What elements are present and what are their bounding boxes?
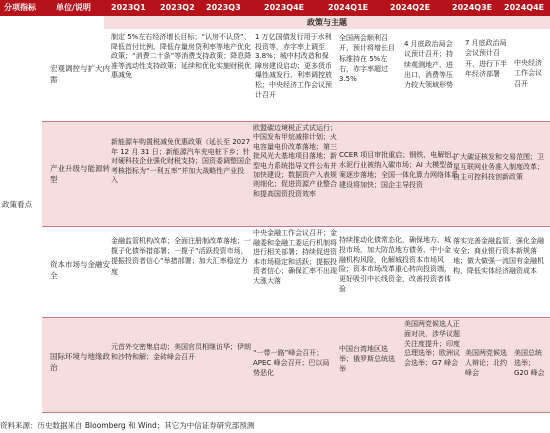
cell-2023q4e: 欧盟碳边境税正式试运行；中国发布甲烷减排计划；火电容量电价改革落地；第三批风光大基地项目落地；新型电力系统指导文件公布并加快建设；数据资产入表规则细化；促进资源产业整合和提高国资投资效率 <box>253 124 337 198</box>
cell-h1-2023: 金融监管机构改革；全面注册制改革落地；一揽子化债举措部署；一揽子“活跃投资市场，提振投资者信心”举措部署；加大汇率稳定力度 <box>111 237 251 276</box>
source-note: 资料来源：历史数据来自 Bloomberg 和 Wind；其它为中信证券研究部预测 <box>0 421 255 430</box>
cell-2024q1e: 中国台湾地区选举；俄罗斯总统选举 <box>339 345 395 374</box>
cell-2023q4e: 中央金融工作会议召开；金融委和金融工委运行机制将进行相关部署；持续促进资本市场稳定和活跃；提振投资者信心；确保汇率不出现大涨大落 <box>253 229 337 285</box>
row-divider <box>42 412 550 413</box>
cell-h1-2023: 元首外交密集启动；美国官员相继访华；伊朗和沙特和解；金砖峰会召开 <box>111 343 251 362</box>
table-header <box>0 0 550 16</box>
cell-2024q4e: 中央经济工作会议召开 <box>514 59 542 88</box>
cell-2024q3e: 7 月底政治局会议预计召开，进行下半年经济部署 <box>465 39 507 78</box>
header-2023q4e: 2023Q4E <box>264 3 305 12</box>
header-2023q1: 2023Q1 <box>111 3 146 12</box>
row-label: 国际环境与地缘政治 <box>50 352 110 372</box>
cell-2024q2e <box>404 236 459 296</box>
cell-h1-2023: 新能源车购置税减免优惠政策（延长至 2027 年 12 月 31 日；新能源汽车充电桩下乡；针对硬科技企业强化财税支持；国资委调整国企考核指标为“一利五率”并加大战略性产业投入 <box>111 138 251 185</box>
header-2024q1e: 2024Q1E <box>328 3 369 12</box>
cell-2024q3e: 扩大碳证核发和交易范围；卫星互联网业务准入制度改革；自主可控科技创新政策 <box>453 153 544 181</box>
cell-2024q1e: 全国两会顺利召开，预计将增长目标维持在 5%左右，赤字率超过 3.5% <box>339 34 395 84</box>
row-label: 资本市场与金融安全 <box>50 260 110 280</box>
cell-2024q1e: CCER 项目审批重启；钢铁、电解铝、水泥行业被纳入碳市场；AI 大模型备案逐步落地；全国一体化算力网络体系建设将加快；国企主导投资 <box>339 151 459 189</box>
cell-2024q2e: 4 月底政治局会议预计召开；持续观测地产、进出口、消费等压力较大领域形势 <box>404 40 453 90</box>
header-category: 分项指标 <box>4 3 36 12</box>
cell-2023q4e: “一带一路”峰会召开；APEC 峰会召开；巴以局势恶化 <box>253 349 330 377</box>
cell-2024q4e <box>514 236 548 276</box>
cell-h1-2023: 制定 5%左右经济增长目标；“认房不认贷”、降低首付比例、降低存量房贷利率等地产优化政策；“消费二十条”等消费支持政策；降息降准等流动性支持政策；延续和优化实施财税优惠减免 <box>111 33 252 80</box>
row-label: 产业升级与能源转型 <box>50 164 110 184</box>
cell-2024q4e: 美国总统选举；G20 峰会 <box>514 349 545 377</box>
header-2024q2e: 2024Q2E <box>390 3 431 12</box>
cell-2024q2e: 美国两党候选人正面对决，涉华议题关注度提升；印度总理选举；欧洲议会选举；G7 峰会 <box>404 320 460 368</box>
cell-2024q2e <box>404 150 459 210</box>
cell-2024q1e: 持续推动化债常态化，确保地方、城投市场，加大防范地方债务、中小金融机构风险，化解城投资本市场风险；资本市场改革重心转向投资端，更好吸引中长线资金，改善投资者体验 <box>339 236 451 293</box>
header-2023q3: 2023Q3 <box>206 3 241 12</box>
cell-2023q4e: 1 万亿国债发行用于水利投资等，赤字率上调至 3.8%；城中村改造和保障房建设启动；更多货币爆性减发行、利率调控放松；中央经济工作会议预计召开 <box>255 33 332 99</box>
cell-2024q4e <box>514 152 548 192</box>
category-label: 政策看点 <box>2 200 32 209</box>
cell-2024q3e: 落实完善金融监管，强化金融安全；商业银行资本新规落地；做大做强一流国有金融机构，降低实体经济融资成本 <box>453 237 544 275</box>
header-2024q3e: 2024Q3E <box>452 3 493 12</box>
row-label: 宏观调控与扩大内需 <box>50 64 110 84</box>
section-title: 政策与主题 <box>104 16 550 29</box>
cell-2024q3e: 美国两党候选人辩论；北约峰会 <box>465 349 507 377</box>
header-2024q4e: 2024Q4E <box>504 3 545 12</box>
header-unit: 单位/说明 <box>56 3 91 12</box>
header-2023q2: 2023Q2 <box>160 3 195 12</box>
